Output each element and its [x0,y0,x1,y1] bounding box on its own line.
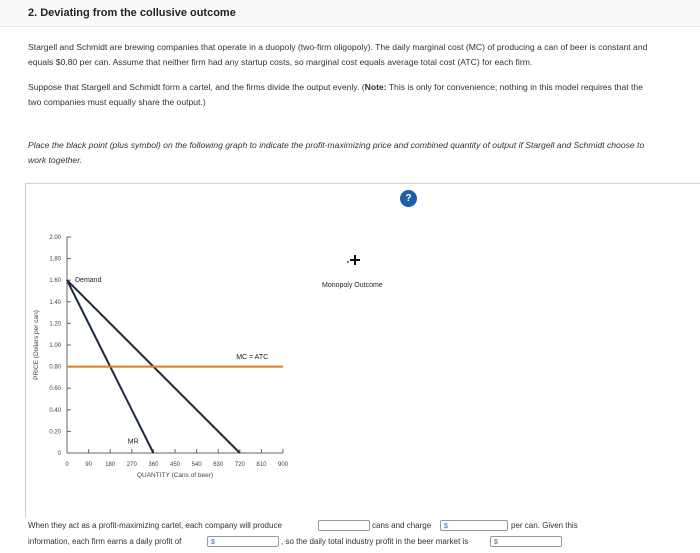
plus-icon-dot [347,261,349,263]
y-axis-title: PRICE (Dollars per can) [33,310,40,380]
quantity-per-firm-input[interactable] [318,520,370,531]
firm-profit-input[interactable] [207,536,279,547]
monopoly-outcome-label: Monopoly Outcome [322,282,383,289]
y-tick-label: 1.60 [49,278,61,285]
y-tick-label: 1.00 [49,343,61,349]
question-2-text: information, each firm earns a daily profit of [28,537,182,546]
x-tick-label: 0 [65,462,69,468]
y-tick-label: 1.40 [49,299,61,306]
chart-labels [33,235,289,479]
intro-paragraph: Stargell and Schmidt are brewing companies that operate in a duopoly (two-firm oligopoly). The daily marginal cost (MC) of producing a can of beer is constant and equals $0.80 per can. Assume that neither firm had any startup costs, so marginal cost equals average total cost (ATC) for each firm. [28,42,648,67]
x-tick-label: 630 [213,462,224,468]
price-input[interactable] [440,520,508,531]
instruction-text: Place the black point (plus symbol) on the following graph to indicate the profit-maximizing price and combined quantity of output if Stargell and Schmidt choose to work together. [28,140,645,165]
help-button[interactable]: ? [400,190,417,207]
y-tick-label: 0 [57,451,61,457]
y-tick-label: 0.40 [49,407,61,414]
cartel-text-start: Suppose that Stargell and Schmidt form a cartel, and the firms divide the output evenly. ( [28,82,365,92]
x-tick-label: 540 [191,462,202,468]
x-tick-label: 270 [126,462,137,468]
x-tick-label: 360 [148,462,159,468]
mr-label: MR [127,438,139,446]
x-tick-label: 720 [234,462,245,468]
y-tick-label: 0.20 [49,429,61,436]
mc-label: MC = ATC [236,354,269,362]
y-tick-label: 1.80 [49,256,61,263]
question-1-text: When they act as a profit-maximizing cartel, each company will produce [28,521,282,530]
x-tick-label: 180 [105,462,116,468]
y-tick-label: 0.80 [49,364,61,371]
cartel-text-end: This is only for convenience; nothing in this model requires that the two companies must equally share the output.) [28,82,643,107]
x-tick-label: 90 [85,462,92,468]
question-1-text-c: per can. Given this [511,521,578,530]
y-tick-label: 0.60 [49,386,61,393]
industry-profit-input[interactable] [490,536,562,547]
currency-symbol: $ [444,523,448,530]
question-2-text-b: , so the daily total industry profit in the beer market is [281,537,469,546]
chart-lines [67,280,283,453]
y-tick-label: 1.20 [49,321,61,328]
page-title: 2. Deviating from the collusive outcome [28,7,236,19]
question-1-text-b: cans and charge [372,521,432,530]
x-tick-label: 900 [277,462,289,468]
x-tick-label: 450 [169,462,181,468]
currency-symbol-2: $ [211,539,215,546]
y-tick-label: 2.00 [49,235,61,241]
x-tick-label: 810 [256,462,267,468]
x-axis-title: QUANTITY (Cans of beer) [136,472,214,479]
currency-symbol-3: $ [494,539,498,546]
note-label: Note: [364,82,387,92]
monopoly-outcome-tool[interactable] [347,255,360,265]
demand-label: Demand [75,277,102,285]
